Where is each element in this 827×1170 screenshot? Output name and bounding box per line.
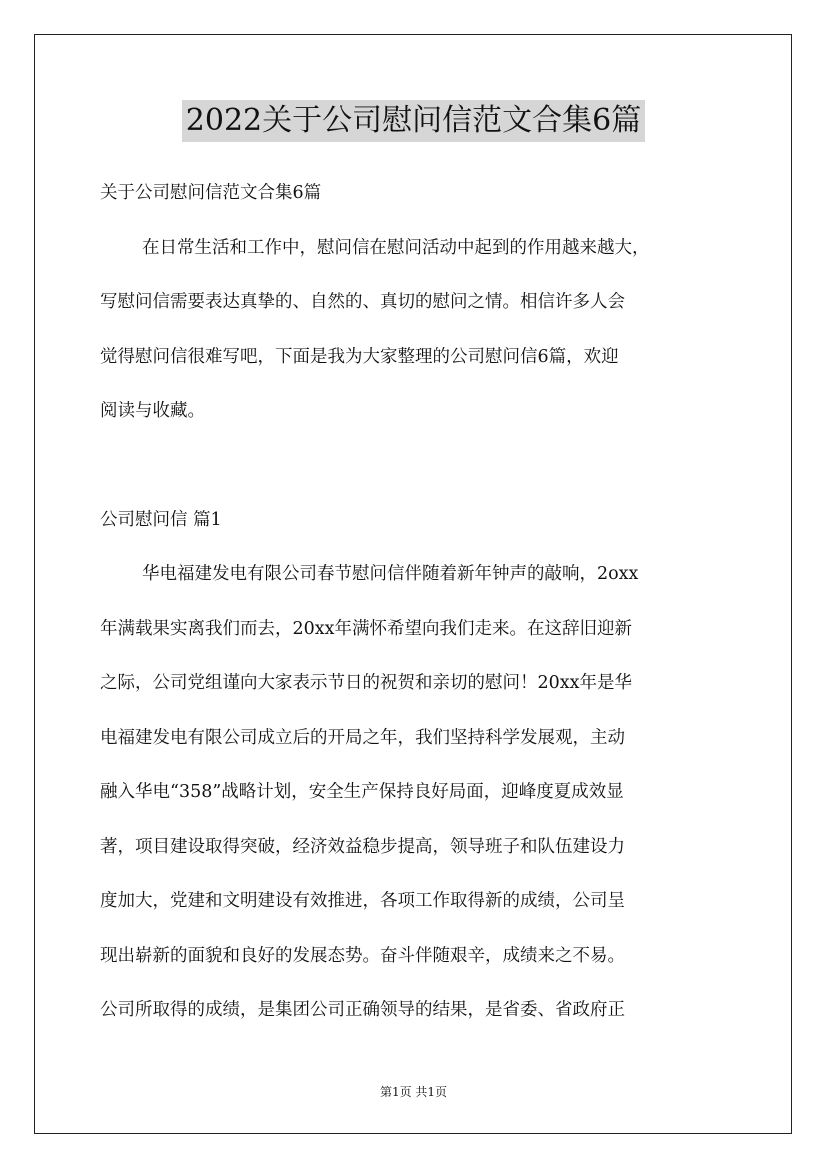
section-paragraph-line: 融入华电“358”战略计划，安全生产保持良好局面，迎峰度夏成效显 xyxy=(100,782,624,802)
intro-paragraph-line: 觉得慰问信很难写吧，下面是我为大家整理的公司慰问信6篇，欢迎 xyxy=(100,346,619,367)
section-paragraph-line: 现出崭新的面貌和良好的发展态势。奋斗伴随艰辛，成绩来之不易。 xyxy=(100,945,625,966)
section-paragraph-line: 之际，公司党组谨向大家表示节日的祝贺和亲切的慰问！20xx年是华 xyxy=(100,673,633,693)
section-paragraph-line: 电福建发电有限公司成立后的开局之年，我们坚持科学发展观，主动 xyxy=(100,727,625,748)
section-heading: 公司慰问信 篇1 xyxy=(100,509,222,530)
document-title: 2022关于公司慰问信范文合集6篇 xyxy=(182,100,645,142)
section-paragraph-line: 著，项目建设取得突破，经济效益稳步提高，领导班子和队伍建设力 xyxy=(100,836,625,857)
section-paragraph-line: 年满载果实离我们而去，20xx年满怀希望向我们走来。在这辞旧迎新 xyxy=(100,618,633,639)
section-paragraph-line: 华电福建发电有限公司春节慰问信伴随着新年钟声的敲响，2oxx xyxy=(142,564,639,584)
section-paragraph-line: 度加大，党建和文明建设有效推进，各项工作取得新的成绩，公司呈 xyxy=(100,891,625,911)
title-container xyxy=(0,100,827,142)
document-subtitle: 关于公司慰问信范文合集6篇 xyxy=(100,183,322,203)
intro-paragraph-line: 在日常生活和工作中，慰问信在慰问活动中起到的作用越来越大， xyxy=(142,237,650,258)
paragraph-gap xyxy=(100,443,740,497)
page-number-label: 第1页 共1页 xyxy=(379,1085,448,1099)
section-paragraph-line: 公司所取得的成绩，是集团公司正确领导的结果，是省委、省政府正 xyxy=(100,1000,625,1020)
intro-paragraph-line: 写慰问信需要表达真挚的、自然的、真切的慰问之情。相信许多人会 xyxy=(100,292,625,312)
document-body xyxy=(100,170,740,1042)
intro-paragraph-line: 阅读与收藏。 xyxy=(100,401,205,421)
page-footer xyxy=(0,1083,827,1100)
